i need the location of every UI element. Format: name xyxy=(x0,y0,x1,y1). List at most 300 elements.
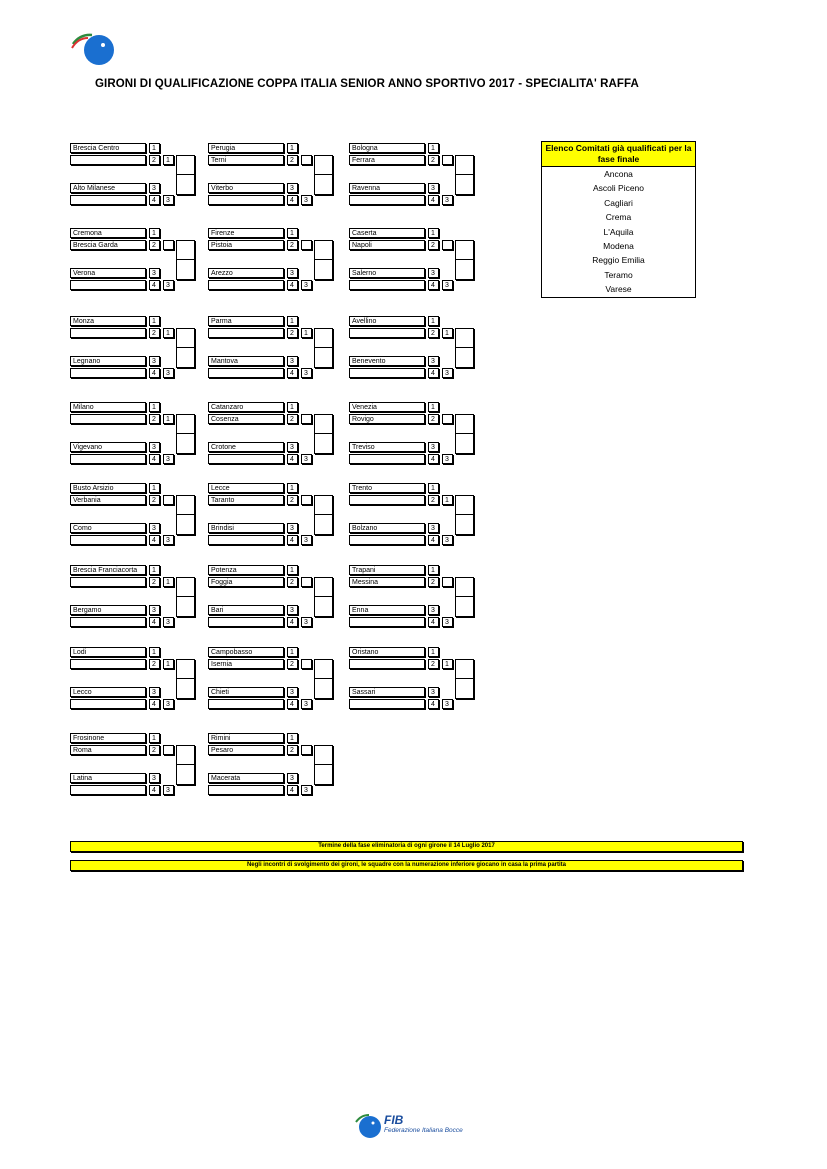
bracket-box xyxy=(314,259,333,280)
seed-number: 3 xyxy=(149,687,160,697)
qualified-item: Varese xyxy=(605,284,632,295)
qualified-item: Reggio Emilia xyxy=(592,255,645,266)
match-winner-3-4: 3 xyxy=(163,368,174,378)
team-cell xyxy=(349,368,425,378)
seed-number: 1 xyxy=(428,483,439,493)
match-winner-1-2 xyxy=(301,659,312,669)
bracket-box xyxy=(455,328,474,349)
group xyxy=(208,316,334,377)
bracket-box xyxy=(314,174,333,195)
team-cell: Legnano xyxy=(70,356,146,366)
bracket-box xyxy=(176,596,195,617)
seed-number: 2 xyxy=(149,155,160,165)
team-cell: Macerata xyxy=(208,773,284,783)
footer-ball-icon xyxy=(354,1113,382,1139)
match-winner-3-4: 3 xyxy=(163,280,174,290)
seed-number: 4 xyxy=(149,368,160,378)
bracket-box xyxy=(314,433,333,454)
bracket-box xyxy=(455,577,474,598)
match-winner-1-2 xyxy=(301,745,312,755)
bracket-box xyxy=(314,514,333,535)
match-winner-1-2 xyxy=(301,155,312,165)
group xyxy=(70,143,196,204)
seed-number: 4 xyxy=(428,280,439,290)
seed-number: 4 xyxy=(287,699,298,709)
seed-number: 3 xyxy=(149,773,160,783)
seed-number: 4 xyxy=(149,617,160,627)
seed-number: 2 xyxy=(287,659,298,669)
team-cell xyxy=(349,535,425,545)
team-cell xyxy=(70,617,146,627)
match-winner-3-4: 3 xyxy=(442,535,453,545)
bracket-box xyxy=(314,764,333,785)
seed-number: 4 xyxy=(149,454,160,464)
seed-number: 3 xyxy=(149,605,160,615)
match-winner-1-2: 1 xyxy=(442,328,453,338)
team-cell xyxy=(70,454,146,464)
team-cell xyxy=(70,280,146,290)
qualified-item: Ancona xyxy=(604,169,633,179)
match-winner-3-4: 3 xyxy=(301,785,312,795)
group xyxy=(349,402,475,463)
seed-number: 4 xyxy=(149,535,160,545)
team-cell: Taranto xyxy=(208,495,284,505)
qualified-item: L'Aquila xyxy=(603,226,634,237)
seed-number: 3 xyxy=(428,687,439,697)
match-winner-3-4: 3 xyxy=(442,454,453,464)
group xyxy=(70,565,196,626)
seed-number: 4 xyxy=(287,195,298,205)
group xyxy=(349,316,475,377)
match-winner-3-4: 3 xyxy=(442,280,453,290)
team-cell: Venezia xyxy=(349,402,425,412)
match-winner-1-2 xyxy=(442,155,453,165)
seed-number: 1 xyxy=(287,228,298,238)
team-cell: Lodi xyxy=(70,647,146,657)
team-cell: Verbania xyxy=(70,495,146,505)
seed-number: 1 xyxy=(428,402,439,412)
fib-logo xyxy=(70,32,118,66)
seed-number: 1 xyxy=(287,565,298,575)
bracket-box xyxy=(314,577,333,598)
team-cell xyxy=(70,699,146,709)
team-cell xyxy=(208,785,284,795)
match-winner-3-4: 3 xyxy=(163,535,174,545)
match-winner-3-4: 3 xyxy=(163,785,174,795)
match-winner-1-2 xyxy=(442,577,453,587)
team-cell xyxy=(208,368,284,378)
seed-number: 4 xyxy=(149,195,160,205)
seed-number: 2 xyxy=(428,328,439,338)
seed-number: 1 xyxy=(287,143,298,153)
team-cell: Potenza xyxy=(208,565,284,575)
team-cell: Treviso xyxy=(349,442,425,452)
match-winner-3-4: 3 xyxy=(163,195,174,205)
match-winner-3-4: 3 xyxy=(301,699,312,709)
bracket-box xyxy=(455,174,474,195)
bracket-box xyxy=(314,328,333,349)
seed-number: 2 xyxy=(428,659,439,669)
team-cell xyxy=(349,195,425,205)
seed-number: 2 xyxy=(428,155,439,165)
seed-number: 4 xyxy=(287,617,298,627)
group xyxy=(208,402,334,463)
group xyxy=(349,143,475,204)
team-cell: Bolzano xyxy=(349,523,425,533)
seed-number: 2 xyxy=(149,495,160,505)
group xyxy=(70,228,196,289)
seed-number: 2 xyxy=(149,240,160,250)
team-cell: Vigevano xyxy=(70,442,146,452)
seed-number: 1 xyxy=(287,316,298,326)
team-cell xyxy=(208,699,284,709)
team-cell: Como xyxy=(70,523,146,533)
bracket-box xyxy=(314,596,333,617)
bracket-box xyxy=(314,659,333,680)
bracket-box xyxy=(455,155,474,176)
team-cell xyxy=(70,195,146,205)
match-winner-1-2 xyxy=(163,495,174,505)
team-cell: Campobasso xyxy=(208,647,284,657)
team-cell: Napoli xyxy=(349,240,425,250)
bracket-box xyxy=(455,240,474,261)
team-cell: Perugia xyxy=(208,143,284,153)
seed-number: 2 xyxy=(428,414,439,424)
seed-number: 3 xyxy=(428,605,439,615)
team-cell: Terni xyxy=(208,155,284,165)
team-cell: Pesaro xyxy=(208,745,284,755)
seed-number: 1 xyxy=(149,402,160,412)
team-cell: Milano xyxy=(70,402,146,412)
bracket-box xyxy=(314,495,333,516)
seed-number: 1 xyxy=(149,228,160,238)
seed-number: 4 xyxy=(287,785,298,795)
group xyxy=(70,733,196,794)
seed-number: 4 xyxy=(287,280,298,290)
match-winner-3-4: 3 xyxy=(301,195,312,205)
match-winner-1-2 xyxy=(301,240,312,250)
seed-number: 1 xyxy=(428,228,439,238)
bracket-box xyxy=(176,174,195,195)
match-winner-1-2 xyxy=(301,414,312,424)
bracket-box xyxy=(314,678,333,699)
seed-number: 1 xyxy=(428,565,439,575)
seed-number: 3 xyxy=(149,442,160,452)
match-winner-1-2 xyxy=(163,745,174,755)
seed-number: 3 xyxy=(428,183,439,193)
group xyxy=(349,647,475,708)
team-cell: Isernia xyxy=(208,659,284,669)
team-cell: Bergamo xyxy=(70,605,146,615)
seed-number: 2 xyxy=(287,495,298,505)
seed-number: 1 xyxy=(428,647,439,657)
team-cell: Lecce xyxy=(208,483,284,493)
seed-number: 3 xyxy=(287,605,298,615)
seed-number: 3 xyxy=(428,442,439,452)
seed-number: 3 xyxy=(287,442,298,452)
group xyxy=(208,228,334,289)
seed-number: 2 xyxy=(287,155,298,165)
seed-number: 4 xyxy=(428,617,439,627)
group xyxy=(208,647,334,708)
match-winner-1-2 xyxy=(442,414,453,424)
team-cell: Busto Arsizio xyxy=(70,483,146,493)
team-cell xyxy=(349,280,425,290)
seed-number: 2 xyxy=(428,577,439,587)
group xyxy=(70,647,196,708)
deadline-note: Termine della fase eliminatoria di ogni girone il 14 Luglio 2017 xyxy=(70,841,743,852)
bracket-box xyxy=(455,678,474,699)
qualified-item: Modena xyxy=(603,240,634,251)
team-cell: Brescia Centro xyxy=(70,143,146,153)
seed-number: 1 xyxy=(149,733,160,743)
team-cell: Catanzaro xyxy=(208,402,284,412)
seed-number: 3 xyxy=(149,183,160,193)
match-winner-1-2: 1 xyxy=(163,414,174,424)
match-winner-1-2 xyxy=(301,577,312,587)
team-cell: Brindisi xyxy=(208,523,284,533)
team-cell xyxy=(70,785,146,795)
team-cell: Latina xyxy=(70,773,146,783)
team-cell xyxy=(70,155,146,165)
seed-number: 1 xyxy=(287,402,298,412)
seed-number: 3 xyxy=(287,523,298,533)
group xyxy=(208,565,334,626)
seed-number: 2 xyxy=(287,577,298,587)
footer-brand: FIB xyxy=(384,1113,404,1127)
group xyxy=(208,143,334,204)
bracket-box xyxy=(455,495,474,516)
home-rule-note: Negli incontri di svolgimento dei gironi, le squadre con la numerazione inferiore giocano in casa la prima partita xyxy=(70,860,743,871)
seed-number: 2 xyxy=(149,577,160,587)
group xyxy=(349,565,475,626)
footer-logo xyxy=(354,1113,484,1141)
match-winner-3-4: 3 xyxy=(442,617,453,627)
team-cell: Foggia xyxy=(208,577,284,587)
team-cell: Pistoia xyxy=(208,240,284,250)
team-cell: Firenze xyxy=(208,228,284,238)
bracket-box xyxy=(314,155,333,176)
qualified-item: Teramo xyxy=(604,269,633,280)
qualified-item: Ascoli Piceno xyxy=(592,183,645,194)
match-winner-3-4: 3 xyxy=(301,280,312,290)
seed-number: 1 xyxy=(428,316,439,326)
seed-number: 2 xyxy=(149,659,160,669)
match-winner-1-2: 1 xyxy=(301,328,312,338)
bracket-box xyxy=(176,155,195,176)
team-cell xyxy=(70,659,146,669)
team-cell: Salerno xyxy=(349,268,425,278)
seed-number: 1 xyxy=(149,483,160,493)
seed-number: 1 xyxy=(287,483,298,493)
match-winner-3-4: 3 xyxy=(442,195,453,205)
team-cell: Chieti xyxy=(208,687,284,697)
bracket-box xyxy=(176,414,195,435)
seed-number: 3 xyxy=(287,773,298,783)
seed-number: 4 xyxy=(287,535,298,545)
team-cell: Trapani xyxy=(349,565,425,575)
qualified-item: Crema xyxy=(605,212,632,223)
seed-number: 4 xyxy=(149,280,160,290)
seed-number: 4 xyxy=(287,454,298,464)
seed-number: 3 xyxy=(149,523,160,533)
team-cell xyxy=(208,328,284,338)
seed-number: 4 xyxy=(428,368,439,378)
seed-number: 2 xyxy=(428,240,439,250)
seed-number: 3 xyxy=(428,268,439,278)
team-cell: Messina xyxy=(349,577,425,587)
seed-number: 4 xyxy=(149,785,160,795)
match-winner-3-4: 3 xyxy=(163,454,174,464)
bracket-box xyxy=(455,596,474,617)
team-cell: Benevento xyxy=(349,356,425,366)
seed-number: 3 xyxy=(287,183,298,193)
bracket-box xyxy=(455,347,474,368)
team-cell xyxy=(70,414,146,424)
seed-number: 3 xyxy=(287,268,298,278)
seed-number: 2 xyxy=(287,240,298,250)
team-cell: Cosenza xyxy=(208,414,284,424)
team-cell: Alto Milanese xyxy=(70,183,146,193)
bracket-box xyxy=(176,577,195,598)
seed-number: 3 xyxy=(287,356,298,366)
team-cell xyxy=(208,535,284,545)
match-winner-3-4: 3 xyxy=(301,368,312,378)
team-cell: Rovigo xyxy=(349,414,425,424)
team-cell xyxy=(349,699,425,709)
team-cell: Enna xyxy=(349,605,425,615)
bracket-box xyxy=(314,745,333,766)
bracket-box xyxy=(176,433,195,454)
team-cell: Monza xyxy=(70,316,146,326)
footer-federation: Federazione Italiana Bocce xyxy=(384,1127,463,1134)
seed-number: 2 xyxy=(287,745,298,755)
match-winner-3-4: 3 xyxy=(163,699,174,709)
bracket-box xyxy=(176,678,195,699)
seed-number: 3 xyxy=(428,356,439,366)
seed-number: 1 xyxy=(149,316,160,326)
match-winner-1-2: 1 xyxy=(442,659,453,669)
team-cell xyxy=(70,368,146,378)
match-winner-1-2: 1 xyxy=(163,577,174,587)
seed-number: 1 xyxy=(149,647,160,657)
bracket-box xyxy=(455,514,474,535)
qualified-item: Cagliari xyxy=(604,197,633,208)
match-winner-3-4: 3 xyxy=(301,454,312,464)
team-cell: Brescia Franciacorta xyxy=(70,565,146,575)
seed-number: 2 xyxy=(149,745,160,755)
match-winner-1-2: 1 xyxy=(442,495,453,505)
team-cell xyxy=(70,535,146,545)
group xyxy=(208,483,334,544)
bracket-box xyxy=(176,259,195,280)
team-cell xyxy=(349,454,425,464)
bracket-box xyxy=(314,414,333,435)
group xyxy=(208,733,334,794)
bracket-box xyxy=(176,514,195,535)
seed-number: 4 xyxy=(149,699,160,709)
team-cell: Sassari xyxy=(349,687,425,697)
bracket-box xyxy=(176,659,195,680)
team-cell xyxy=(349,328,425,338)
match-winner-3-4: 3 xyxy=(442,699,453,709)
team-cell: Frosinone xyxy=(70,733,146,743)
group xyxy=(349,483,475,544)
bracket-box xyxy=(176,328,195,349)
match-winner-3-4: 3 xyxy=(163,617,174,627)
qualified-list xyxy=(541,141,696,298)
team-cell: Bari xyxy=(208,605,284,615)
seed-number: 2 xyxy=(287,414,298,424)
seed-number: 4 xyxy=(428,195,439,205)
bracket-box xyxy=(176,347,195,368)
team-cell: Roma xyxy=(70,745,146,755)
seed-number: 1 xyxy=(149,565,160,575)
team-cell xyxy=(349,659,425,669)
qualified-heading: Elenco Comitati già qualificati per la fase finale xyxy=(542,142,695,167)
match-winner-3-4: 3 xyxy=(442,368,453,378)
bracket-box xyxy=(455,259,474,280)
team-cell xyxy=(70,577,146,587)
team-cell: Trento xyxy=(349,483,425,493)
team-cell: Caserta xyxy=(349,228,425,238)
team-cell: Verona xyxy=(70,268,146,278)
bracket-box xyxy=(455,659,474,680)
team-cell: Avellino xyxy=(349,316,425,326)
group xyxy=(70,402,196,463)
team-cell: Ravenna xyxy=(349,183,425,193)
match-winner-1-2: 1 xyxy=(163,328,174,338)
team-cell: Crotone xyxy=(208,442,284,452)
team-cell: Rimini xyxy=(208,733,284,743)
page-title: GIRONI DI QUALIFICAZIONE COPPA ITALIA SENIOR ANNO SPORTIVO 2017 - SPECIALITA' RAFFA xyxy=(95,78,639,90)
bracket-box xyxy=(314,347,333,368)
match-winner-3-4: 3 xyxy=(301,617,312,627)
team-cell: Bologna xyxy=(349,143,425,153)
team-cell: Oristano xyxy=(349,647,425,657)
team-cell: Viterbo xyxy=(208,183,284,193)
seed-number: 2 xyxy=(149,414,160,424)
team-cell: Lecco xyxy=(70,687,146,697)
bracket-box xyxy=(176,745,195,766)
bracket-box xyxy=(176,495,195,516)
match-winner-1-2: 1 xyxy=(163,659,174,669)
seed-number: 4 xyxy=(287,368,298,378)
group xyxy=(70,316,196,377)
seed-number: 3 xyxy=(428,523,439,533)
match-winner-1-2 xyxy=(442,240,453,250)
team-cell xyxy=(208,280,284,290)
bracket-box xyxy=(314,240,333,261)
match-winner-3-4: 3 xyxy=(301,535,312,545)
seed-number: 2 xyxy=(428,495,439,505)
team-cell xyxy=(208,454,284,464)
qualified-items xyxy=(542,167,695,297)
team-cell: Ferrara xyxy=(349,155,425,165)
team-cell: Parma xyxy=(208,316,284,326)
seed-number: 4 xyxy=(428,699,439,709)
seed-number: 1 xyxy=(149,143,160,153)
team-cell: Cremona xyxy=(70,228,146,238)
team-cell xyxy=(208,617,284,627)
seed-number: 4 xyxy=(428,454,439,464)
seed-number: 3 xyxy=(149,268,160,278)
team-cell: Brescia Garda xyxy=(70,240,146,250)
team-cell xyxy=(70,328,146,338)
seed-number: 2 xyxy=(149,328,160,338)
bracket-box xyxy=(176,764,195,785)
seed-number: 1 xyxy=(287,647,298,657)
